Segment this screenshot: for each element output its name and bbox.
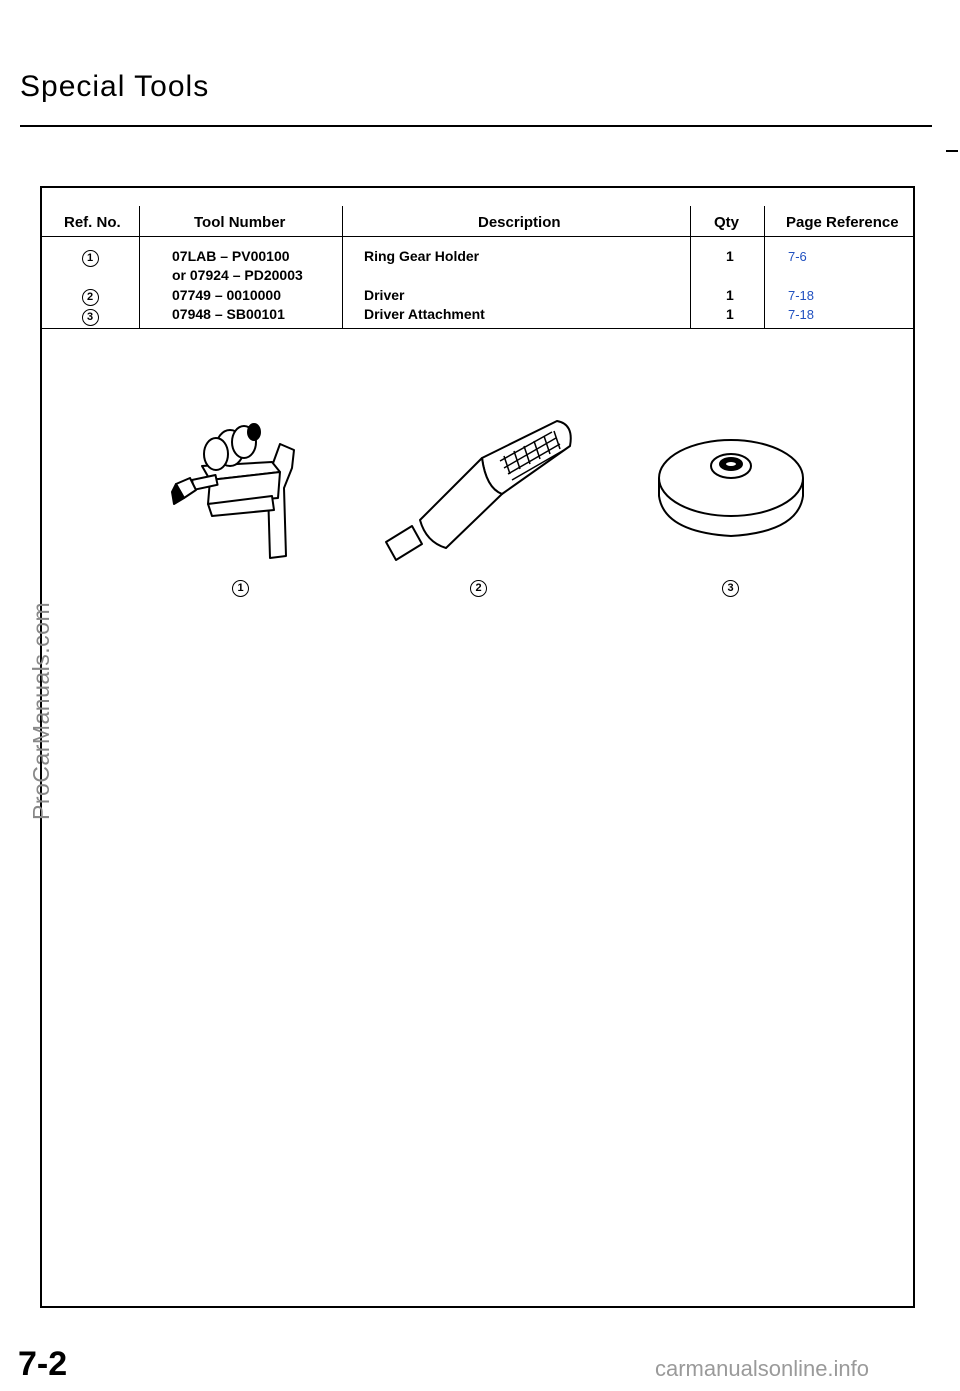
col-sep (139, 206, 140, 328)
header-page: Page Reference (786, 214, 899, 231)
table-row-desc: Driver Attachment (364, 306, 485, 322)
page-number: 7-2 (18, 1345, 68, 1383)
col-sep (690, 206, 691, 328)
figure-label: 2 (470, 578, 487, 597)
driver-attachment-icon (654, 436, 808, 540)
figure-label: 3 (722, 578, 739, 597)
page-ref-link[interactable]: 7-6 (788, 249, 807, 264)
table-row-qty: 1 (726, 287, 734, 303)
header-tool: Tool Number (194, 214, 286, 231)
figure-label: 1 (232, 578, 249, 597)
table-row-qty: 1 (726, 306, 734, 322)
col-sep (764, 206, 765, 328)
margin-dash (946, 150, 958, 152)
table-row-ref: 1 (80, 246, 100, 267)
page-ref-link[interactable]: 7-18 (788, 288, 815, 303)
table-row-ref: 2 (80, 285, 100, 306)
ring-gear-holder-icon (162, 406, 312, 566)
driver-icon (382, 416, 582, 566)
page-title: Special Tools (20, 70, 210, 103)
col-sep (342, 206, 343, 328)
site-watermark: carmanualsonline.info (655, 1356, 870, 1381)
table-row-tool: 07749 – 0010000 (172, 287, 281, 303)
header-qty: Qty (714, 214, 740, 231)
table-row-desc: Driver (364, 287, 405, 303)
tools-frame (40, 186, 915, 1308)
title-rule (20, 125, 932, 127)
table-row-tool-alt: or 07924 – PD20003 (172, 267, 303, 283)
table-row-ref: 3 (80, 305, 100, 326)
header-ref: Ref. No. (64, 214, 121, 231)
table-row-tool: 07948 – SB00101 (172, 306, 285, 322)
table-row-tool: 07LAB – PV00100 (172, 248, 290, 264)
table-row-qty: 1 (726, 248, 734, 264)
table-bottom-rule (42, 328, 913, 329)
table-row-desc: Ring Gear Holder (364, 248, 480, 264)
page-ref-link[interactable]: 7-18 (788, 307, 815, 322)
header-desc: Description (478, 214, 561, 231)
header-rule (42, 236, 913, 237)
watermark: ProCarManuals.com (28, 601, 54, 820)
